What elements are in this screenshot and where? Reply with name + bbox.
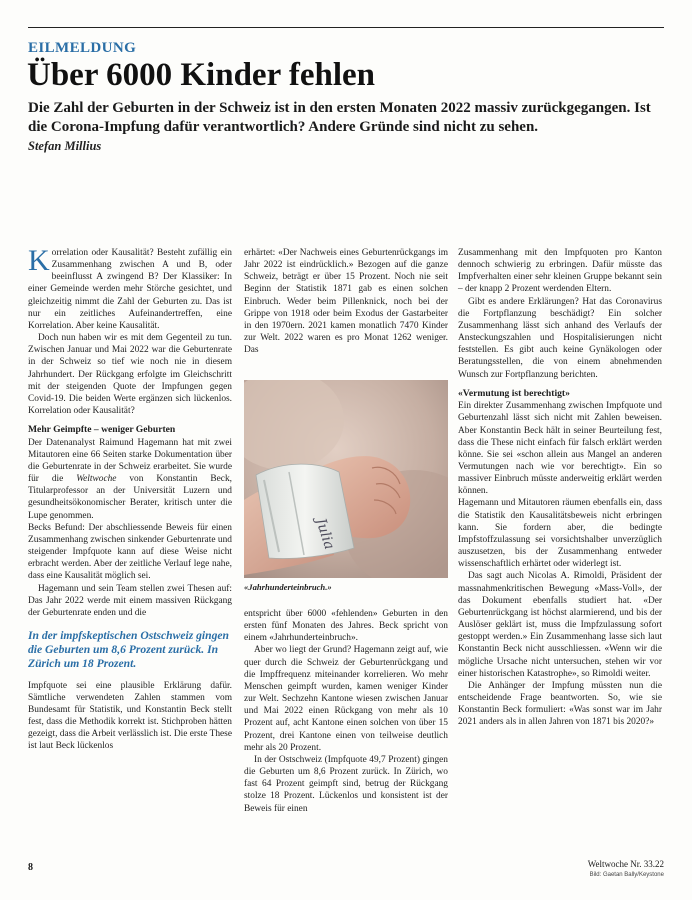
paragraph — [28, 437, 232, 522]
article-headline: Über 6000 Kinder fehlen — [27, 57, 376, 93]
paragraph-text: Der Datenanalyst Raimund Hagemann hat mit zwei Mitautoren eine 66 Seiten starke Dokumentation über die Geburtenrate in der Schweiz erarbeitet. Sie wurde für die — [28, 437, 232, 485]
article-lead: Die Zahl der Geburten in der Schweiz ist in den ersten Monaten 2022 massiv zurückgegangen. Ist die Corona-Impfung dafür verantwortlich? Andere Gründe sind nicht zu sehen. — [28, 100, 651, 135]
paragraph: Ein direkter Zusammenhang zwischen Impfquote und Geburtenzahl lässt sich nicht mit Zahlen beweisen. Aber Konstantin Beck hält in seiner Beurteilung fest, dass die These nicht einfach für falsch erklärt werden könne. Sie sei «schon allein aus Mangel an anderen Vermutungen nach wie vor berechtigt». Ein so massiver Einbruch müsste anderweitig erklärt werden können. — [458, 401, 662, 497]
baby-hand-photo — [244, 380, 448, 578]
paragraph: erhärtet: «Der Nachweis eines Geburtenrückgangs im Jahr 2022 ist eindrücklich.» Bezogen auf die ganze Schweiz, beträgt er über 15 Prozent. Noch nie seit Beginn der Statistik 1871 gab es einen solchen Einbruch. Weder beim Pillenknick, noch bei der Grippe von 1918 oder beim Exodus der Gastarbeiter in den 1970ern. 2021 kamen monatlich 7470 Kinder zur Welt. 2022 waren es pro Monat 1262 weniger. Das — [244, 248, 448, 356]
paragraph: Hagemann und sein Team stellen zwei Thesen auf: Das Jahr 2022 werde mit einem massiven Rückgang der Geburtenrate enden und die — [28, 583, 232, 618]
paragraph-text: orrelation oder Kausalität? Besteht zufällig ein Zusammenhang zwischen A und B, oder beeinflusst A zwingend B? Der Klassiker: In einer Gemeinde werden mehr Störche gesichtet, und gleichzeitig nimmt die Zahl der Geburten zu. Das ist nur ein zeitliches Aufeinandertreffen, eine Korrelation. Aber keine Kausalität. — [28, 248, 232, 331]
pull-quote: In der impfskeptischen Ostschweiz gingen die Geburten um 8,6 Prozent zurück. In Zürich um 18 Prozent. — [28, 629, 229, 671]
paragraph — [28, 244, 232, 332]
paragraph: Doch nun haben wir es mit dem Gegenteil zu tun. Zwischen Januar und Mai 2022 war die Geburtenrate in der Schweiz so tief wie noch nie in diesem Jahrhundert. Der Rückgang erfolgte im Gleichschritt mit der steigenden Quote der Impfungen gegen Covid-19. Die beiden Werte ergänzen sich lückenlos. Korrelation oder Kausalität? — [28, 333, 232, 417]
paragraph: Zusammenhang mit den Impfquoten pro Kanton dennoch schwierig zu erbringen. Dafür müsste das Impfverhalten einer sehr kleinen Gruppe bekannt sein – der knapp 2 Prozent werdenden Eltern. — [458, 248, 662, 295]
article-kicker: EILMELDUNG — [28, 40, 137, 56]
publication-name: Weltwoche — [76, 474, 117, 485]
paragraph: Gibt es andere Erklärungen? Hat das Coronavirus die Fortpflanzung beschädigt? Ein solcher Zusammenhang lässt sich anhand des Verlaufs der Ansteckungszahlen und Hospitalisierungen nicht feststellen. Es gibt auch keine Gynäkologen oder Beratungsstellen, die von einem abnehmenden Wunsch zur Fortpflanzung berichten. — [458, 296, 662, 380]
photo-caption: «Jahrhunderteinbruch.» — [244, 582, 332, 592]
subheading: «Vermutung ist berechtigt» — [458, 387, 570, 399]
text-column-2-top — [244, 247, 448, 356]
page-number: 8 — [28, 862, 33, 873]
magazine-issue: Weltwoche Nr. 33.22 — [587, 859, 664, 869]
paragraph-text: von Konstantin Beck, Titularprofessor an der Universität Luzern und gesundheitsökonomischer Berater, kritisch unter die Lupe genommen. — [28, 474, 232, 521]
photo-credit: Bild: Gaetan Bally/Keystone — [589, 872, 664, 878]
article-photo — [244, 380, 448, 578]
paragraph: Aber wo liegt der Grund? Hagemann zeigt auf, wie quer durch die Schweiz der Geburtenrückgang und die Impffrequenz miteinander korrelieren. Wo mehr Menschen geimpft wurden, kamen weniger Kinder zur Welt. Sechzehn Kantone wiesen zwischen Januar und Mai 2022 einen Rückgang von mehr als 10 Prozent auf, acht Kantone einen solchen von über 15 Prozent, drei Kantone einen von teilweise deutlich mehr als 20 Prozent. — [244, 645, 448, 753]
article-byline: Stefan Millius — [28, 139, 102, 153]
text-column-2-bottom — [244, 608, 448, 815]
drop-cap: K — [28, 244, 50, 277]
paragraph: Becks Befund: Der abschliessende Beweis für einen Zusammenhang zwischen sinkender Geburtenrate und steigender Impfquote kann auf diese Weise nicht erbracht werden. Aber der zeitliche Verlauf lege nahe, dass eine Kausalität möglich sei. — [28, 522, 232, 582]
subheading: Mehr Geimpfte – weniger Geburten — [28, 424, 176, 436]
paragraph: Impfquote sei eine plausible Erklärung dafür. Sämtliche verwendeten Zahlen stammen vom Bundesamt für Statistik, und Konstantin Beck stellt fest, dass die Methodik korrekt ist. Stichproben hätten gezeigt, dass die Arbeit verlässlich ist. Die erste These ist laut Beck lückenlos — [28, 680, 232, 752]
wristband-name: Julia — [312, 516, 338, 552]
paragraph: Hagemann und Mitautoren räumen ebenfalls ein, dass die Statistik den Kausalitätsbeweis nicht erbringen kann. Sie fordern aber, die bedingte Impfstoffzulassung sei vorsichtshalber unverzüglich auszusetzen, bis der Zusammenhang entweder wissenschaftlich erhärtet oder widerlegt ist. — [458, 498, 662, 570]
paragraph: In der Ostschweiz (Impfquote 49,7 Prozent) gingen die Geburten um 8,6 Prozent zurück. In Zürich, wo fast 64 Prozent geimpft sind, betrug der Rückgang stolze 18 Prozent. Lückenlos und konsistent ist der Beweis für einen — [244, 754, 448, 814]
paragraph: Das sagt auch Nicolas A. Rimoldi, Präsident der massnahmenkritischen Bewegung «Mass-Voll», der das Dokument ebenfalls studiert hat. «Der Geburtenrückgang ist höchst alarmierend, und bis der Auslöser geklärt ist, muss die Impfzulassung sofort gestoppt werden.» Ein Zusammenhang lasse sich laut Konstantin Beck nicht ausschliessen. «Wenn wir die mögliche Ursache nicht untersuchen, stehen wir vor einer historischen Katastrophe», so Rimoldi weiter. — [458, 571, 662, 679]
text-column-3 — [458, 247, 662, 728]
paragraph: entspricht über 6000 «fehlenden» Geburten in den ersten fünf Monaten des Jahres. Beck spricht von einem «Jahrhunderteinbruch». — [244, 609, 448, 644]
top-rule — [28, 27, 664, 28]
paragraph: Die Anhänger der Impfung müssten nun die entscheidende Frage beantworten. So, wie sie Konstantin Beck formuliert: «Was sonst war im Jahr 2021 anders als in allen Jahren von 1871 bis 2020?» — [458, 680, 662, 728]
text-column-1 — [28, 244, 232, 753]
